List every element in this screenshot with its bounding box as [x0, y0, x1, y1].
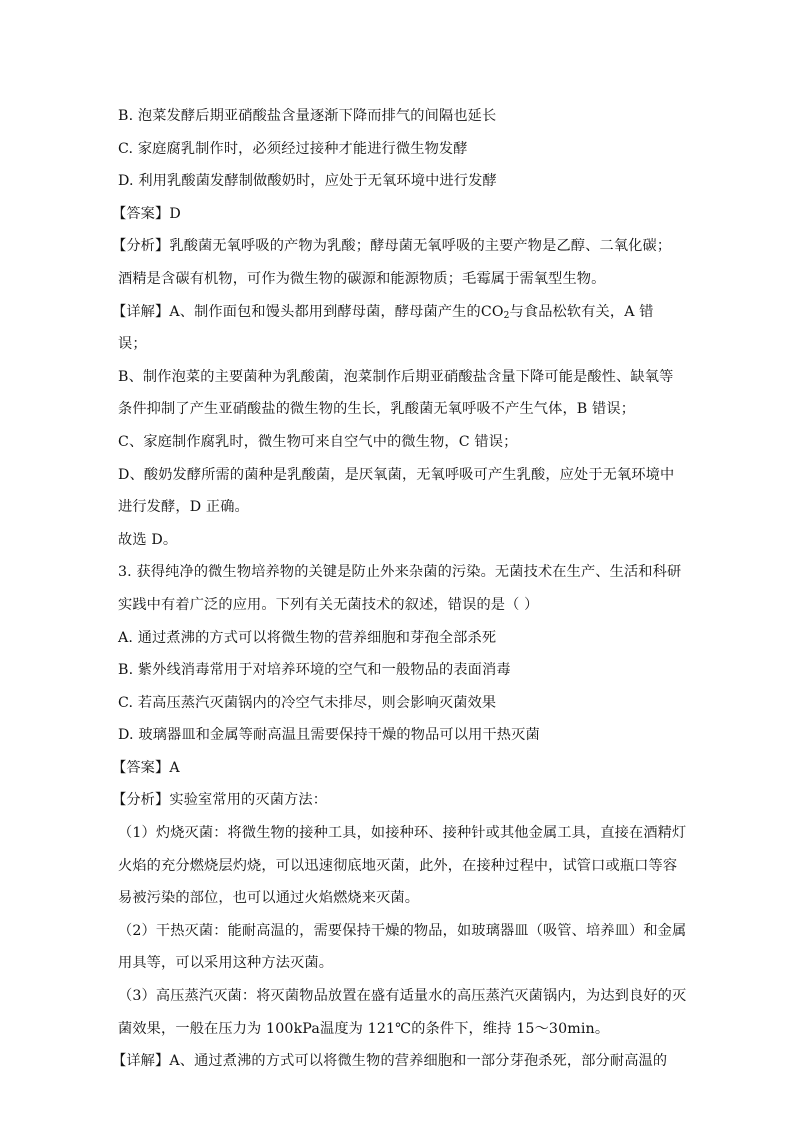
q3-method2-line-1: （2）干热灭菌：能耐高温的，需要保持干燥的物品，如玻璃器皿（吸管、培养皿）和金属: [118, 922, 687, 939]
q2-detail-a-post: 与食品松软有关，A 错: [509, 303, 654, 320]
document-content: [112, 100, 687, 1078]
q3-method2-line-2: 用具等，可以采用这种方法灭菌。: [118, 955, 334, 972]
q2-detail-a-pre: 【详解】A、制作面包和馒头都用到酵母菌，酵母菌产生的CO: [112, 303, 504, 320]
q3-method1-line-2: 火焰的充分燃烧层灼烧，可以迅速彻底地灭菌，此外，在接种过程中，试管口或瓶口等容: [118, 857, 678, 874]
q3-method3-line-1: （3）高压蒸汽灭菌：将灭菌物品放置在盛有适量水的高压蒸汽灭菌锅内，为达到良好的灭: [118, 988, 687, 1005]
q3-method3-line-2: 菌效果，一般在压力为 100kPa温度为 121℃的条件下，维持 15～30min。: [118, 1020, 610, 1037]
q3-option-a: A. 通过煮沸的方式可以将微生物的营养细胞和芽孢全部杀死: [118, 629, 497, 646]
q3-stem-line-1: 3. 获得纯净的微生物培养物的关键是防止外来杂菌的污染。无菌技术在生产、生活和科研: [118, 564, 682, 581]
q3-option-c: C. 若高压蒸汽灭菌锅内的冷空气未排尽，则会影响灭菌效果: [118, 694, 497, 711]
q3-analysis-title: 【分析】实验室常用的灭菌方法：: [112, 792, 328, 809]
q3-stem-line-2: 实践中有着广泛的应用。下列有关无菌技术的叙述，错误的是（ ）: [118, 596, 539, 613]
q2-detail-a-sub: 2: [503, 310, 510, 321]
q2-detail-d-line-1: D、酸奶发酵所需的菌种是乳酸菌，是厌氧菌，无氧呼吸可产生乳酸，应处于无氧环境中: [118, 466, 675, 483]
q3-answer: 【答案】A: [112, 759, 180, 776]
q3-option-b: B. 紫外线消毒常用于对培养环境的空气和一般物品的表面消毒: [118, 662, 511, 679]
q2-answer: 【答案】D: [112, 205, 181, 222]
q2-detail-c: C、家庭制作腐乳时，微生物可来自空气中的微生物，C 错误；: [118, 433, 518, 450]
q2-analysis-line-2: 酒精是含碳有机物，可作为微生物的碳源和能源物质；毛霉属于需氧型生物。: [118, 270, 606, 287]
q2-conclusion: 故选 D。: [118, 531, 178, 548]
q3-method1-line-1: （1）灼烧灭菌：将微生物的接种工具，如接种环、接种针或其他金属工具，直接在酒精灯: [118, 825, 687, 842]
q2-option-c: C. 家庭腐乳制作时，必须经过接种才能进行微生物发酵: [118, 140, 468, 157]
q2-detail-b-line-2: 条件抑制了产生亚硝酸盐的微生物的生长，乳酸菌无氧呼吸不产生气体，B 错误；: [118, 401, 636, 418]
q2-detail-a: [112, 296, 678, 329]
q3-option-d: D. 玻璃器皿和金属等耐高温且需要保持干燥的物品可以用干热灭菌: [118, 727, 540, 744]
q3-method1-line-3: 易被污染的部位，也可以通过火焰燃烧来灭菌。: [118, 890, 420, 907]
q2-option-b: B. 泡菜发酵后期亚硝酸盐含量逐渐下降而排气的间隔也延长: [118, 108, 497, 124]
q2-detail-a-cont: 误；: [118, 336, 147, 353]
q2-option-d: D. 利用乳酸菌发酵制做酸奶时，应处于无氧环境中进行发酵: [118, 173, 497, 190]
q2-detail-b-line-1: B、制作泡菜的主要菌种为乳酸菌，泡菜制作后期亚硝酸盐含量下降可能是酸性、缺氧等: [118, 368, 674, 385]
q3-detail-a: 【详解】A、通过煮沸的方式可以将微生物的营养细胞和一部分芽孢杀死，部分耐高温的: [112, 1053, 668, 1070]
q2-analysis-line-1: 【分析】乳酸菌无氧呼吸的产物为乳酸；酵母菌无氧呼吸的主要产物是乙醇、二氧化碳；: [112, 238, 672, 255]
q2-detail-d-line-2: 进行发酵，D 正确。: [118, 499, 249, 516]
